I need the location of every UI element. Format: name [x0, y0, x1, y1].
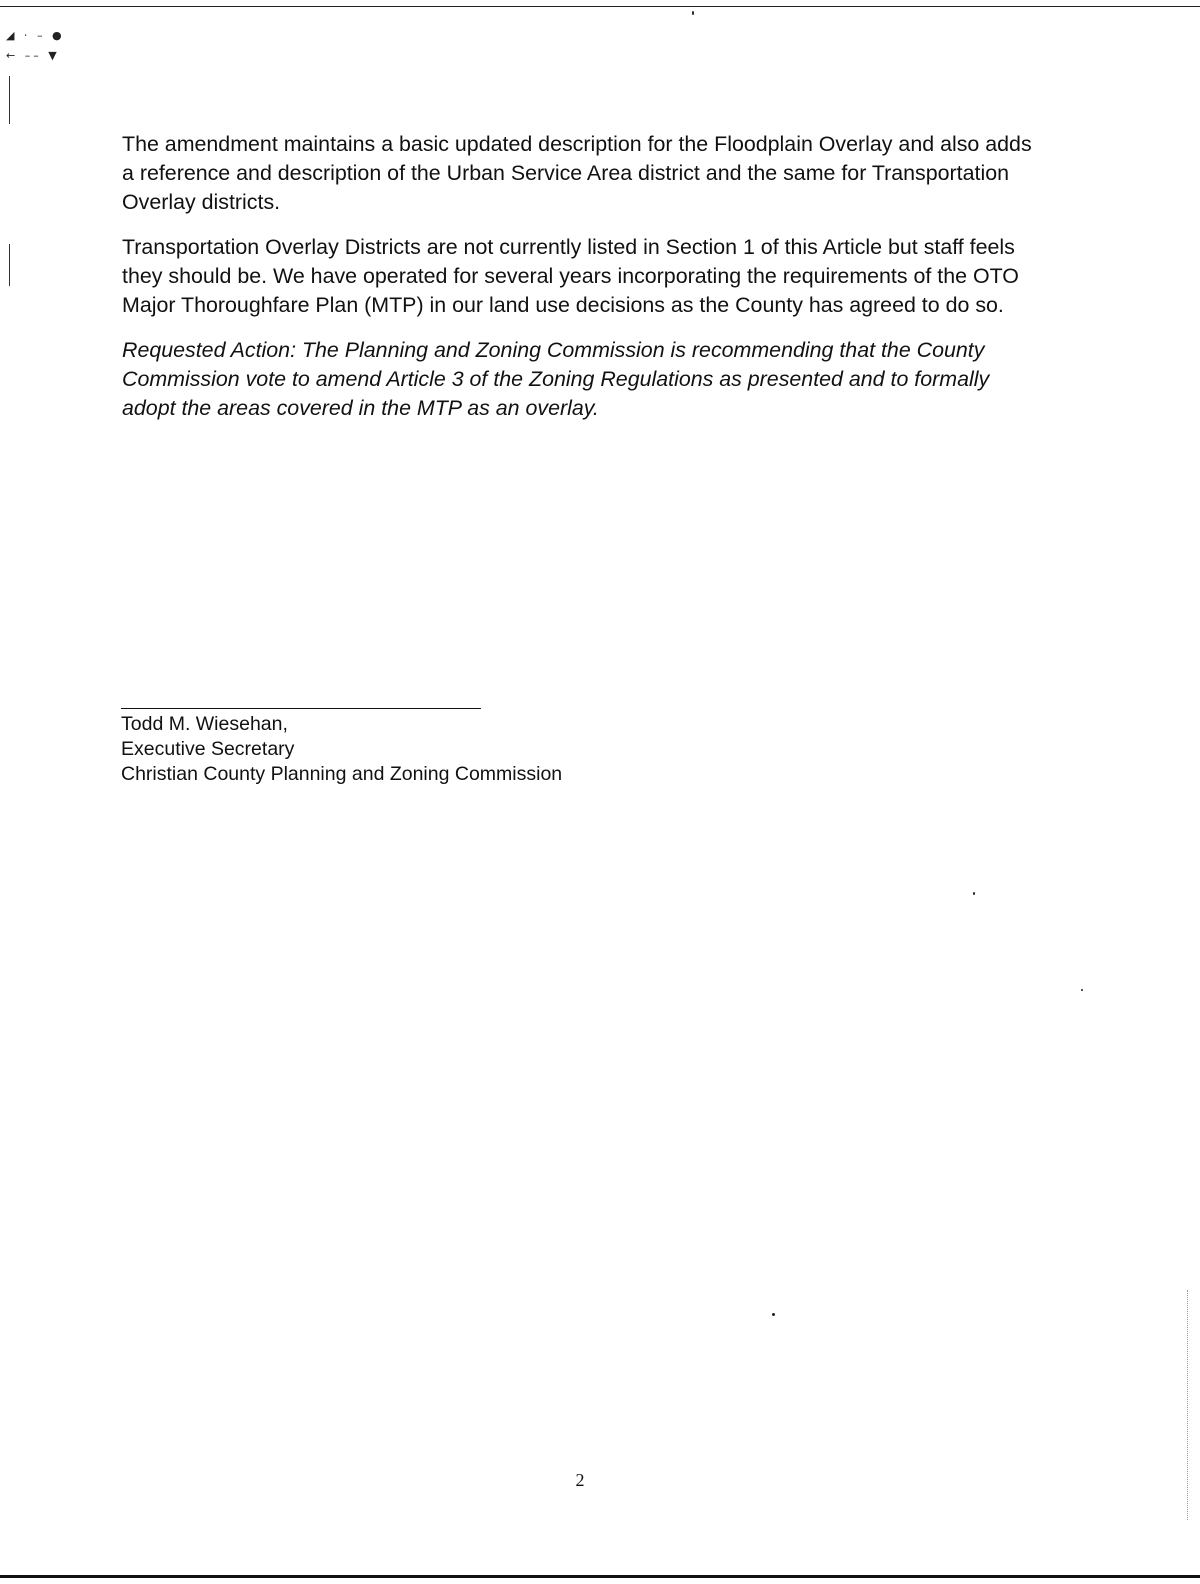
scan-margin-mark [9, 76, 10, 124]
document-body [122, 130, 1032, 439]
scan-speck [1081, 989, 1083, 991]
scan-margin-mark [9, 244, 10, 286]
signer-name: Todd M. Wiesehan, [121, 713, 288, 735]
paragraph-transportation-overlay: Transportation Overlay Districts are not currently listed in Section 1 of this Article but staff feels they should be. We have operated for several years incorporating the requirements of the OTO Major Thoroughfare Plan (MTP) in our land use decisions as the County has agreed to do so. [122, 235, 1019, 317]
scan-top-border [0, 6, 1200, 7]
signature-block [121, 712, 562, 787]
page-number: 2 [575, 1470, 585, 1490]
scan-corner-marks: ◢ ⋅ – ● ← –– ▼ [6, 29, 65, 62]
paragraph-requested-action: Requested Action: The Planning and Zoning Commission is recommending that the County Commission vote to amend Article 3 of the Zoning Regulations as presented and to formally adopt the areas covered in the MTP as an overlay. [122, 338, 990, 420]
scan-right-edge [1187, 1290, 1189, 1520]
paragraph-floodplain-amendment: The amendment maintains a basic updated description for the Floodplain Overlay and also adds a reference and description of the Urban Service Area district and the same for Transportation Overlay districts. [122, 132, 1032, 214]
scan-speck [692, 11, 694, 15]
scan-speck [973, 892, 975, 895]
scan-bottom-border [0, 1575, 1200, 1578]
signer-organization: Christian County Planning and Zoning Commission [121, 763, 563, 785]
signer-title: Executive Secretary [121, 738, 295, 760]
signature-line [121, 708, 481, 709]
scan-speck [772, 1313, 775, 1316]
